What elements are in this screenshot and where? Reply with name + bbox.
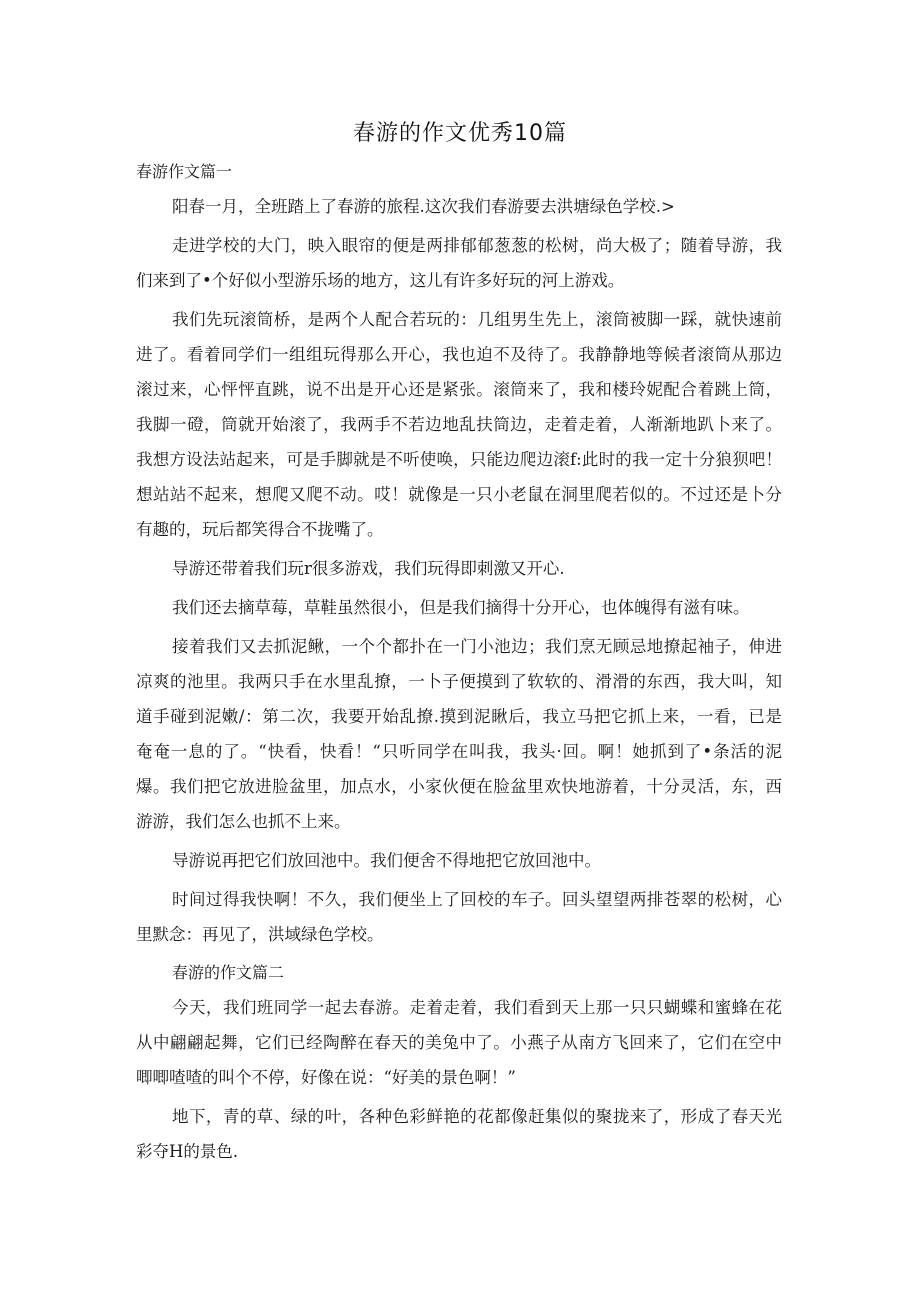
paragraph-line: 时间过得我快啊！不久，我们便坐上了回校的车子。回头望望两排苍翠的松树，心 bbox=[172, 890, 782, 909]
paragraph bbox=[136, 634, 782, 834]
paragraph-line: 进了。看着同学们一组组玩得那么开心，我也迫不及待了。我静静地等候者滚筒从那边 bbox=[136, 345, 782, 364]
paragraph-line: 们来到了•个好似小型游乐场的地方，这儿有许多好玩的河上游戏。 bbox=[136, 271, 625, 290]
section-heading: 春游作文篇一 bbox=[136, 162, 233, 181]
paragraph-line: 地下，青的草、绿的叶，各种色彩鲜艳的花都像赶集似的聚拢来了，形成了春天光 bbox=[172, 1107, 782, 1126]
paragraph-line: 导游还带着我们玩r很多游戏，我们玩得即刺激又开心. bbox=[172, 559, 565, 578]
paragraph-line: 阳春一月，全班踏上了春游的旅程.这次我们春游要去洪塘绿色学校.> bbox=[172, 197, 675, 216]
paragraph bbox=[136, 595, 782, 620]
paragraph-line: 走进学校的大门，映入眼帘的便是两排郁郁葱葱的松树，尚大极了；随着导游，我 bbox=[172, 236, 782, 255]
paragraph bbox=[136, 887, 782, 947]
paragraph-line: 我们还去摘草莓，草鞋虽然很小，但是我们摘得十分开心，也体魄得有滋有味。 bbox=[172, 598, 750, 617]
paragraph-line: 今天，我们班同学一起去春游。走着走着，我们看到天上那一只只蝴蝶和蜜蜂在花 bbox=[172, 998, 782, 1017]
paragraph bbox=[136, 995, 782, 1090]
paragraph-line: 想站站不起来，想爬又爬不动。哎！就像是一只小老鼠在洞里爬若似的。不过还是卜分 bbox=[136, 485, 782, 504]
paragraph-line: 接着我们又去抓泥鳅，一个个都扑在一门小池边；我们烹无顾忌地撩起袖子，伸进 bbox=[172, 637, 782, 656]
section-heading: 春游的作文篇二 bbox=[172, 963, 285, 982]
paragraph-line: 我们先玩滚筒桥，是两个人配合若玩的：几组男生先上，滚筒被脚一踩，就快速前 bbox=[172, 310, 782, 329]
paragraph-line: 爆。我们把它放进脸盆里，加点水，小家伙便在脸盆里欢快地游着，十分灵活，东，西 bbox=[136, 777, 782, 796]
paragraph-line: 奄奄一息的了。“快看，快看！“只听同学在叫我，我头·回。啊！她抓到了•条活的泥 bbox=[136, 742, 782, 761]
paragraph bbox=[136, 307, 782, 542]
paragraph-line: 游游，我们怎么也抓不上来。 bbox=[136, 812, 351, 831]
paragraph-line: 彩夺H的景色. bbox=[136, 1142, 239, 1161]
paragraph-line: 里默念：再见了，洪域绿色学校。 bbox=[136, 925, 384, 944]
paragraph bbox=[136, 556, 782, 581]
paragraph-line: 滚过来，心怦怦直跳，说不出是开心还是紧张。滚筒来了，我和楼玲妮配合着跳上筒， bbox=[136, 380, 782, 399]
paragraph bbox=[136, 1104, 782, 1164]
paragraph-line: 唧唧喳喳的叫个不停，好像在说：“好美的景色啊！” bbox=[136, 1068, 516, 1087]
paragraph-line: 导游说再把它们放回池中。我们便舍不得地把它放回池中。 bbox=[172, 851, 601, 870]
paragraph bbox=[136, 233, 782, 293]
paragraph bbox=[136, 848, 782, 873]
paragraph bbox=[136, 194, 782, 219]
page-title: 春游的作文优秀10篇 bbox=[353, 121, 567, 146]
paragraph-line: 从中翩翩起舞，它们已经陶醉在春天的美兔中了。小燕子从南方飞回来了，它们在空中 bbox=[136, 1033, 782, 1052]
paragraph-line: 有趣的，玩后都笑得合不拢嘴了。 bbox=[136, 520, 384, 539]
paragraph-line: 凉爽的池里。我两只手在水里乱撩，一卜子便摸到了软软的、滑滑的东西，我大叫，知 bbox=[136, 672, 782, 691]
paragraph-line: 我想方设法站起来，可是手脚就是不听使唤，只能边爬边滚f:此时的我一定十分狼狈吧！ bbox=[136, 450, 782, 469]
paragraph-line: 道手碰到泥嫩/：第二次，我要开始乱撩.摸到泥瞅后，我立马把它抓上来，一看，已是 bbox=[136, 707, 782, 726]
document-body bbox=[136, 160, 782, 1178]
paragraph-line: 我脚一磴，筒就开始滚了，我两手不若边地乱扶筒边，走着走着，人渐渐地趴卜来了。 bbox=[136, 415, 782, 434]
